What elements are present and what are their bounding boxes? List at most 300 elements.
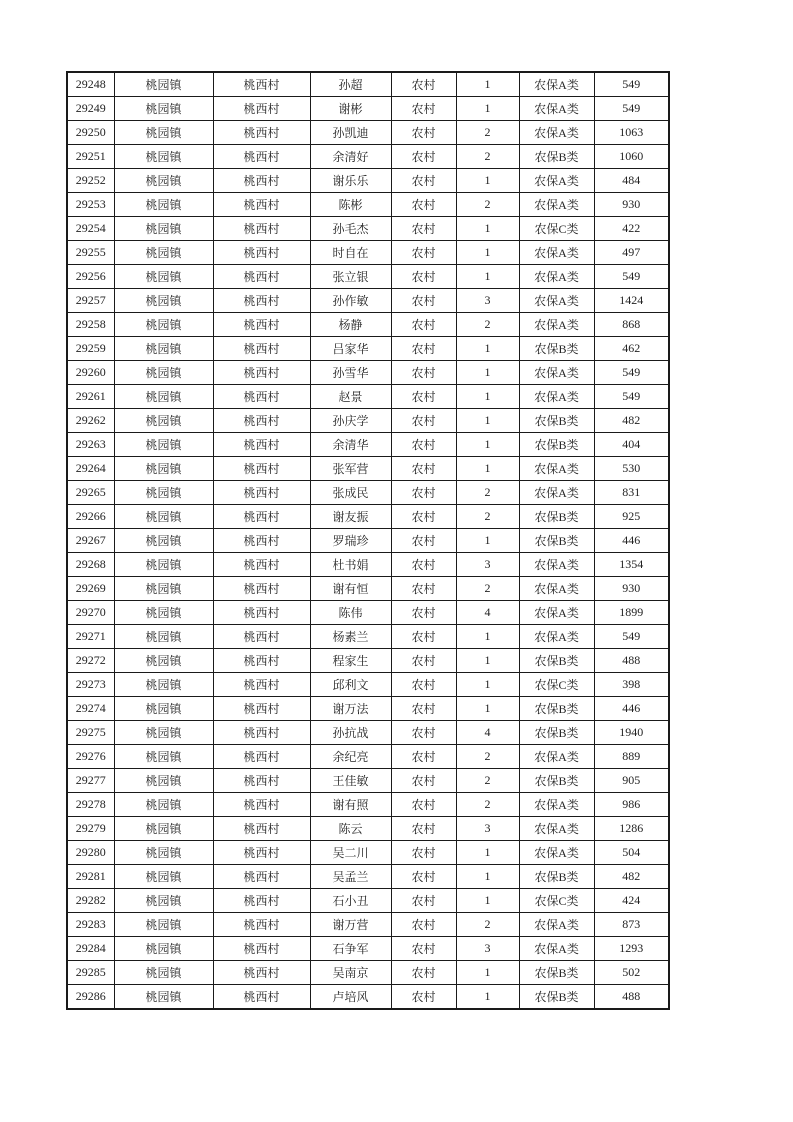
cell-village: 桃西村 <box>213 529 310 553</box>
cell-name: 杨素兰 <box>310 625 391 649</box>
cell-town: 桃园镇 <box>114 361 213 385</box>
cell-serial-no: 29258 <box>67 313 114 337</box>
cell-serial-no: 29270 <box>67 601 114 625</box>
cell-insurance-category: 农保B类 <box>519 145 594 169</box>
cell-name: 孙毛杰 <box>310 217 391 241</box>
cell-residence-type: 农村 <box>391 817 456 841</box>
cell-town: 桃园镇 <box>114 865 213 889</box>
cell-person-count: 2 <box>456 313 519 337</box>
cell-town: 桃园镇 <box>114 385 213 409</box>
cell-amount: 549 <box>594 97 669 121</box>
cell-name: 吴孟兰 <box>310 865 391 889</box>
cell-amount: 484 <box>594 169 669 193</box>
cell-serial-no: 29267 <box>67 529 114 553</box>
table-row <box>67 241 669 265</box>
cell-village: 桃西村 <box>213 121 310 145</box>
cell-town: 桃园镇 <box>114 817 213 841</box>
table-row <box>67 745 669 769</box>
cell-person-count: 1 <box>456 889 519 913</box>
cell-residence-type: 农村 <box>391 841 456 865</box>
cell-village: 桃西村 <box>213 265 310 289</box>
cell-amount: 930 <box>594 577 669 601</box>
cell-residence-type: 农村 <box>391 169 456 193</box>
table-row <box>67 865 669 889</box>
table-row <box>67 721 669 745</box>
cell-person-count: 2 <box>456 793 519 817</box>
cell-serial-no: 29274 <box>67 697 114 721</box>
cell-village: 桃西村 <box>213 721 310 745</box>
cell-town: 桃园镇 <box>114 505 213 529</box>
cell-insurance-category: 农保A类 <box>519 745 594 769</box>
cell-residence-type: 农村 <box>391 241 456 265</box>
cell-residence-type: 农村 <box>391 673 456 697</box>
cell-amount: 831 <box>594 481 669 505</box>
cell-village: 桃西村 <box>213 865 310 889</box>
cell-insurance-category: 农保A类 <box>519 72 594 97</box>
cell-village: 桃西村 <box>213 553 310 577</box>
cell-amount: 889 <box>594 745 669 769</box>
cell-serial-no: 29273 <box>67 673 114 697</box>
cell-person-count: 2 <box>456 745 519 769</box>
cell-insurance-category: 农保A类 <box>519 913 594 937</box>
cell-person-count: 1 <box>456 409 519 433</box>
cell-name: 张立银 <box>310 265 391 289</box>
table-row <box>67 217 669 241</box>
cell-name: 孙凯迪 <box>310 121 391 145</box>
cell-name: 赵景 <box>310 385 391 409</box>
cell-insurance-category: 农保B类 <box>519 505 594 529</box>
cell-name: 谢有照 <box>310 793 391 817</box>
table-row <box>67 385 669 409</box>
cell-residence-type: 农村 <box>391 601 456 625</box>
cell-serial-no: 29285 <box>67 961 114 985</box>
cell-name: 时自在 <box>310 241 391 265</box>
cell-name: 孙雪华 <box>310 361 391 385</box>
cell-amount: 549 <box>594 265 669 289</box>
cell-amount: 868 <box>594 313 669 337</box>
cell-serial-no: 29268 <box>67 553 114 577</box>
table-row <box>67 145 669 169</box>
table-row <box>67 985 669 1010</box>
table-row <box>67 529 669 553</box>
cell-village: 桃西村 <box>213 625 310 649</box>
cell-amount: 905 <box>594 769 669 793</box>
cell-serial-no: 29259 <box>67 337 114 361</box>
cell-town: 桃园镇 <box>114 409 213 433</box>
cell-insurance-category: 农保A类 <box>519 121 594 145</box>
cell-residence-type: 农村 <box>391 385 456 409</box>
cell-name: 杜书娟 <box>310 553 391 577</box>
cell-name: 陈云 <box>310 817 391 841</box>
cell-name: 张成民 <box>310 481 391 505</box>
cell-serial-no: 29277 <box>67 769 114 793</box>
cell-residence-type: 农村 <box>391 697 456 721</box>
table-row <box>67 121 669 145</box>
cell-village: 桃西村 <box>213 313 310 337</box>
cell-name: 陈彬 <box>310 193 391 217</box>
cell-serial-no: 29283 <box>67 913 114 937</box>
cell-person-count: 1 <box>456 433 519 457</box>
table-body <box>67 72 669 1009</box>
cell-person-count: 2 <box>456 577 519 601</box>
cell-person-count: 1 <box>456 361 519 385</box>
table-row <box>67 649 669 673</box>
cell-village: 桃西村 <box>213 97 310 121</box>
cell-person-count: 2 <box>456 913 519 937</box>
cell-serial-no: 29251 <box>67 145 114 169</box>
cell-town: 桃园镇 <box>114 553 213 577</box>
cell-name: 石小丑 <box>310 889 391 913</box>
cell-insurance-category: 农保B类 <box>519 337 594 361</box>
cell-amount: 925 <box>594 505 669 529</box>
cell-serial-no: 29264 <box>67 457 114 481</box>
cell-town: 桃园镇 <box>114 529 213 553</box>
cell-village: 桃西村 <box>213 697 310 721</box>
cell-person-count: 1 <box>456 673 519 697</box>
cell-serial-no: 29276 <box>67 745 114 769</box>
cell-insurance-category: 农保C类 <box>519 673 594 697</box>
cell-name: 余纪亮 <box>310 745 391 769</box>
cell-person-count: 1 <box>456 97 519 121</box>
table-row <box>67 505 669 529</box>
cell-residence-type: 农村 <box>391 217 456 241</box>
cell-residence-type: 农村 <box>391 193 456 217</box>
cell-insurance-category: 农保B类 <box>519 433 594 457</box>
cell-residence-type: 农村 <box>391 505 456 529</box>
table-row <box>67 289 669 313</box>
cell-insurance-category: 农保B类 <box>519 985 594 1010</box>
cell-village: 桃西村 <box>213 841 310 865</box>
table-row <box>67 961 669 985</box>
cell-insurance-category: 农保B类 <box>519 697 594 721</box>
cell-person-count: 1 <box>456 169 519 193</box>
cell-amount: 1293 <box>594 937 669 961</box>
table-row <box>67 313 669 337</box>
cell-village: 桃西村 <box>213 505 310 529</box>
cell-serial-no: 29279 <box>67 817 114 841</box>
cell-person-count: 1 <box>456 985 519 1010</box>
cell-amount: 1286 <box>594 817 669 841</box>
cell-village: 桃西村 <box>213 601 310 625</box>
cell-amount: 1940 <box>594 721 669 745</box>
cell-serial-no: 29262 <box>67 409 114 433</box>
cell-person-count: 4 <box>456 601 519 625</box>
cell-village: 桃西村 <box>213 769 310 793</box>
cell-village: 桃西村 <box>213 241 310 265</box>
cell-amount: 422 <box>594 217 669 241</box>
cell-insurance-category: 农保A类 <box>519 193 594 217</box>
cell-insurance-category: 农保A类 <box>519 289 594 313</box>
cell-village: 桃西村 <box>213 889 310 913</box>
cell-town: 桃园镇 <box>114 673 213 697</box>
table-row <box>67 265 669 289</box>
cell-serial-no: 29248 <box>67 72 114 97</box>
cell-village: 桃西村 <box>213 409 310 433</box>
cell-name: 张军营 <box>310 457 391 481</box>
table-row <box>67 361 669 385</box>
cell-town: 桃园镇 <box>114 601 213 625</box>
table-row <box>67 601 669 625</box>
cell-town: 桃园镇 <box>114 337 213 361</box>
cell-residence-type: 农村 <box>391 577 456 601</box>
cell-amount: 530 <box>594 457 669 481</box>
cell-insurance-category: 农保C类 <box>519 889 594 913</box>
cell-insurance-category: 农保B类 <box>519 769 594 793</box>
cell-residence-type: 农村 <box>391 313 456 337</box>
cell-village: 桃西村 <box>213 577 310 601</box>
cell-serial-no: 29250 <box>67 121 114 145</box>
cell-residence-type: 农村 <box>391 769 456 793</box>
cell-person-count: 1 <box>456 72 519 97</box>
cell-person-count: 3 <box>456 289 519 313</box>
cell-residence-type: 农村 <box>391 985 456 1010</box>
cell-town: 桃园镇 <box>114 313 213 337</box>
cell-serial-no: 29269 <box>67 577 114 601</box>
table-row <box>67 913 669 937</box>
cell-person-count: 1 <box>456 961 519 985</box>
cell-amount: 497 <box>594 241 669 265</box>
cell-person-count: 1 <box>456 241 519 265</box>
table-row <box>67 481 669 505</box>
cell-insurance-category: 农保A类 <box>519 601 594 625</box>
cell-residence-type: 农村 <box>391 745 456 769</box>
cell-name: 孙庆学 <box>310 409 391 433</box>
cell-village: 桃西村 <box>213 673 310 697</box>
cell-amount: 502 <box>594 961 669 985</box>
table-row <box>67 169 669 193</box>
cell-person-count: 3 <box>456 937 519 961</box>
cell-village: 桃西村 <box>213 433 310 457</box>
table-row <box>67 937 669 961</box>
cell-person-count: 1 <box>456 217 519 241</box>
table-row <box>67 697 669 721</box>
cell-town: 桃园镇 <box>114 793 213 817</box>
cell-residence-type: 农村 <box>391 961 456 985</box>
cell-name: 程家生 <box>310 649 391 673</box>
cell-person-count: 1 <box>456 625 519 649</box>
cell-town: 桃园镇 <box>114 145 213 169</box>
cell-town: 桃园镇 <box>114 649 213 673</box>
cell-village: 桃西村 <box>213 985 310 1010</box>
cell-town: 桃园镇 <box>114 913 213 937</box>
cell-town: 桃园镇 <box>114 169 213 193</box>
cell-serial-no: 29280 <box>67 841 114 865</box>
cell-name: 孙超 <box>310 72 391 97</box>
cell-name: 孙抗战 <box>310 721 391 745</box>
cell-name: 杨静 <box>310 313 391 337</box>
cell-person-count: 1 <box>456 385 519 409</box>
cell-town: 桃园镇 <box>114 289 213 313</box>
table-row <box>67 97 669 121</box>
cell-name: 谢友振 <box>310 505 391 529</box>
cell-serial-no: 29253 <box>67 193 114 217</box>
cell-insurance-category: 农保B类 <box>519 865 594 889</box>
table-row <box>67 457 669 481</box>
cell-town: 桃园镇 <box>114 457 213 481</box>
table-row <box>67 769 669 793</box>
cell-person-count: 1 <box>456 457 519 481</box>
cell-town: 桃园镇 <box>114 481 213 505</box>
cell-residence-type: 农村 <box>391 289 456 313</box>
cell-village: 桃西村 <box>213 385 310 409</box>
cell-serial-no: 29265 <box>67 481 114 505</box>
cell-name: 陈伟 <box>310 601 391 625</box>
cell-insurance-category: 农保A类 <box>519 937 594 961</box>
cell-name: 石争军 <box>310 937 391 961</box>
cell-town: 桃园镇 <box>114 961 213 985</box>
cell-town: 桃园镇 <box>114 985 213 1010</box>
cell-insurance-category: 农保A类 <box>519 97 594 121</box>
cell-village: 桃西村 <box>213 481 310 505</box>
cell-residence-type: 农村 <box>391 121 456 145</box>
cell-town: 桃园镇 <box>114 889 213 913</box>
cell-insurance-category: 农保A类 <box>519 169 594 193</box>
cell-village: 桃西村 <box>213 289 310 313</box>
cell-amount: 873 <box>594 913 669 937</box>
cell-amount: 462 <box>594 337 669 361</box>
cell-person-count: 4 <box>456 721 519 745</box>
cell-person-count: 2 <box>456 505 519 529</box>
cell-residence-type: 农村 <box>391 265 456 289</box>
cell-person-count: 2 <box>456 121 519 145</box>
cell-insurance-category: 农保B类 <box>519 529 594 553</box>
cell-serial-no: 29275 <box>67 721 114 745</box>
insurance-record-table <box>66 71 670 1010</box>
cell-name: 罗瑞珍 <box>310 529 391 553</box>
cell-insurance-category: 农保A类 <box>519 265 594 289</box>
cell-serial-no: 29249 <box>67 97 114 121</box>
cell-insurance-category: 农保B类 <box>519 961 594 985</box>
cell-town: 桃园镇 <box>114 433 213 457</box>
cell-insurance-category: 农保A类 <box>519 313 594 337</box>
cell-serial-no: 29281 <box>67 865 114 889</box>
cell-residence-type: 农村 <box>391 481 456 505</box>
cell-serial-no: 29252 <box>67 169 114 193</box>
cell-amount: 404 <box>594 433 669 457</box>
cell-amount: 398 <box>594 673 669 697</box>
cell-village: 桃西村 <box>213 817 310 841</box>
cell-name: 吴二川 <box>310 841 391 865</box>
cell-residence-type: 农村 <box>391 937 456 961</box>
cell-town: 桃园镇 <box>114 841 213 865</box>
cell-village: 桃西村 <box>213 145 310 169</box>
cell-town: 桃园镇 <box>114 937 213 961</box>
cell-residence-type: 农村 <box>391 865 456 889</box>
cell-village: 桃西村 <box>213 457 310 481</box>
cell-insurance-category: 农保A类 <box>519 793 594 817</box>
cell-person-count: 2 <box>456 145 519 169</box>
cell-village: 桃西村 <box>213 361 310 385</box>
cell-serial-no: 29261 <box>67 385 114 409</box>
cell-person-count: 2 <box>456 193 519 217</box>
table-row <box>67 793 669 817</box>
cell-name: 邱利文 <box>310 673 391 697</box>
cell-town: 桃园镇 <box>114 625 213 649</box>
cell-amount: 488 <box>594 649 669 673</box>
cell-person-count: 1 <box>456 649 519 673</box>
cell-town: 桃园镇 <box>114 745 213 769</box>
cell-amount: 549 <box>594 385 669 409</box>
cell-town: 桃园镇 <box>114 577 213 601</box>
cell-insurance-category: 农保C类 <box>519 217 594 241</box>
cell-residence-type: 农村 <box>391 409 456 433</box>
cell-person-count: 3 <box>456 553 519 577</box>
cell-residence-type: 农村 <box>391 529 456 553</box>
table-row <box>67 433 669 457</box>
cell-residence-type: 农村 <box>391 553 456 577</box>
cell-town: 桃园镇 <box>114 193 213 217</box>
cell-village: 桃西村 <box>213 793 310 817</box>
cell-serial-no: 29271 <box>67 625 114 649</box>
cell-amount: 446 <box>594 529 669 553</box>
cell-residence-type: 农村 <box>391 649 456 673</box>
cell-residence-type: 农村 <box>391 361 456 385</box>
cell-village: 桃西村 <box>213 745 310 769</box>
cell-insurance-category: 农保A类 <box>519 241 594 265</box>
cell-insurance-category: 农保A类 <box>519 385 594 409</box>
cell-amount: 482 <box>594 409 669 433</box>
cell-person-count: 2 <box>456 481 519 505</box>
cell-amount: 986 <box>594 793 669 817</box>
table-row <box>67 193 669 217</box>
cell-serial-no: 29286 <box>67 985 114 1010</box>
table-row <box>67 673 669 697</box>
cell-name: 王佳敏 <box>310 769 391 793</box>
cell-insurance-category: 农保B类 <box>519 409 594 433</box>
cell-insurance-category: 农保A类 <box>519 817 594 841</box>
cell-serial-no: 29284 <box>67 937 114 961</box>
cell-residence-type: 农村 <box>391 97 456 121</box>
cell-village: 桃西村 <box>213 937 310 961</box>
table-row <box>67 577 669 601</box>
table-row <box>67 817 669 841</box>
cell-town: 桃园镇 <box>114 769 213 793</box>
cell-village: 桃西村 <box>213 649 310 673</box>
cell-insurance-category: 农保A类 <box>519 553 594 577</box>
cell-serial-no: 29263 <box>67 433 114 457</box>
table-row <box>67 553 669 577</box>
cell-amount: 504 <box>594 841 669 865</box>
cell-insurance-category: 农保A类 <box>519 577 594 601</box>
cell-serial-no: 29272 <box>67 649 114 673</box>
cell-amount: 1899 <box>594 601 669 625</box>
cell-town: 桃园镇 <box>114 697 213 721</box>
cell-residence-type: 农村 <box>391 433 456 457</box>
cell-amount: 549 <box>594 72 669 97</box>
cell-insurance-category: 农保B类 <box>519 649 594 673</box>
cell-name: 谢乐乐 <box>310 169 391 193</box>
cell-insurance-category: 农保A类 <box>519 361 594 385</box>
cell-serial-no: 29282 <box>67 889 114 913</box>
cell-name: 余清好 <box>310 145 391 169</box>
cell-person-count: 3 <box>456 817 519 841</box>
table-row <box>67 337 669 361</box>
cell-town: 桃园镇 <box>114 97 213 121</box>
cell-person-count: 1 <box>456 865 519 889</box>
cell-name: 谢彬 <box>310 97 391 121</box>
cell-amount: 1063 <box>594 121 669 145</box>
cell-amount: 549 <box>594 361 669 385</box>
cell-name: 吴南京 <box>310 961 391 985</box>
cell-amount: 446 <box>594 697 669 721</box>
cell-name: 吕家华 <box>310 337 391 361</box>
cell-person-count: 1 <box>456 529 519 553</box>
cell-town: 桃园镇 <box>114 241 213 265</box>
table-row <box>67 409 669 433</box>
cell-residence-type: 农村 <box>391 457 456 481</box>
cell-town: 桃园镇 <box>114 217 213 241</box>
cell-name: 谢万法 <box>310 697 391 721</box>
